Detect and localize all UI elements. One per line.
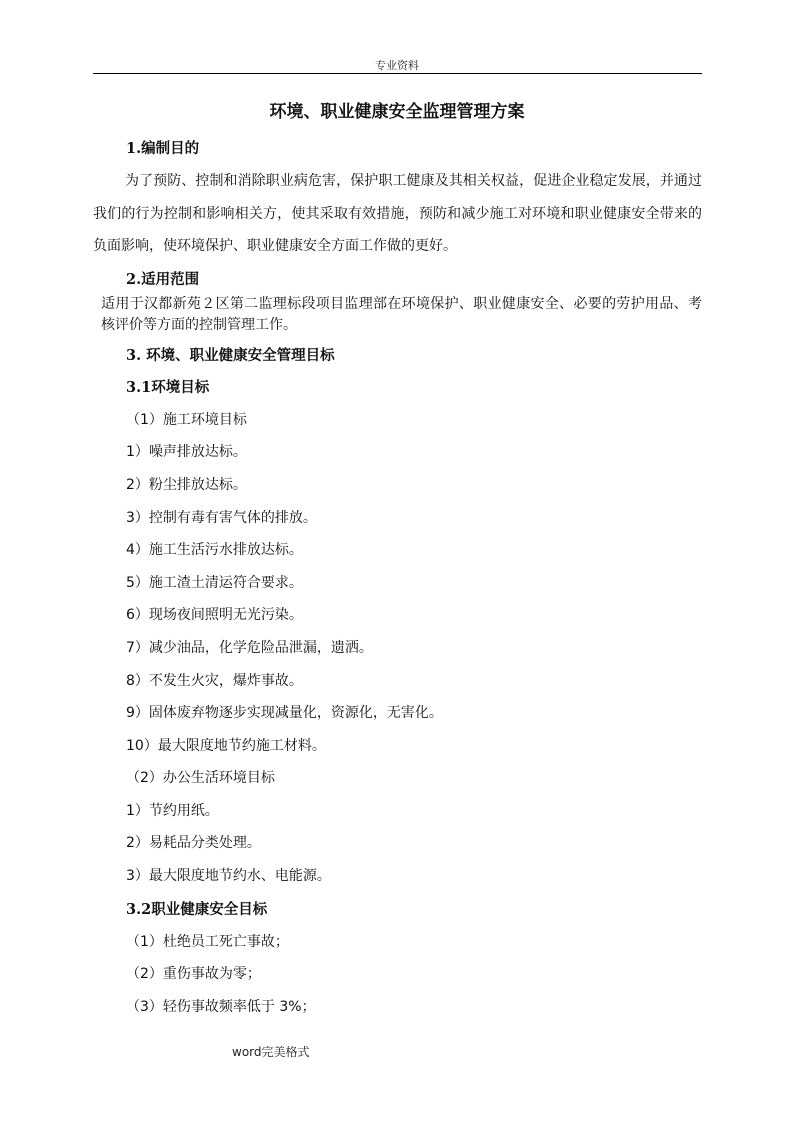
section-scope-heading: 2.适用范围	[126, 271, 200, 288]
section-env-goals-heading: 3.1环境目标	[126, 379, 210, 396]
section-scope-text: 适用于汉都新苑２区第二监理标段项目监理部在环境保护、职业健康安全、必要的劳护用品、考核评价等方面的控制管理工作。	[101, 296, 702, 333]
page-footer-text: word完美格式	[232, 1045, 310, 1059]
list-item: 2）粉尘排放达标。	[126, 477, 247, 493]
list-item: （2）重伤事故为零；	[126, 966, 261, 982]
document-title: 环境、职业健康安全监理管理方案	[269, 102, 525, 122]
list-item: （1）杜绝员工死亡事故；	[126, 934, 289, 950]
list-item: 7）减少油品，化学危险品泄漏，遗洒。	[126, 640, 373, 656]
list-item: 10）最大限度地节约施工材料。	[126, 738, 326, 754]
office-env-heading: （2）办公生活环境目标	[126, 770, 275, 786]
list-item: 4）施工生活污水排放达标。	[126, 542, 303, 558]
section-goals-heading: 3. 环境、职业健康安全管理目标	[126, 347, 335, 364]
list-item: 8）不发生火灾，爆炸事故。	[126, 673, 303, 689]
list-item: 3）最大限度地节约水、电能源。	[126, 868, 331, 884]
section-purpose-text: 为了预防、控制和消除职业病危害，保护职工健康及其相关权益，促进企业稳定发展，并通过我们的行为控制和影响相关方，使其采取有效措施，预防和减少施工对环境和职业健康安全带来的负面影响，使环境保护、职业健康安全方面工作做的更好。	[93, 173, 702, 254]
list-item: 6）现场夜间照明无光污染。	[126, 607, 303, 623]
page-header-text: 专业资料	[375, 59, 419, 72]
list-item: 5）施工渣土清运符合要求。	[126, 575, 303, 591]
header-divider	[93, 73, 702, 74]
list-item: 9）固体废弃物逐步实现减量化，资源化，无害化。	[126, 705, 443, 721]
construction-env-heading: （1）施工环境目标	[126, 412, 247, 428]
section-ohs-goals-heading: 3.2职业健康安全目标	[126, 901, 268, 918]
list-item: 2）易耗品分类处理。	[126, 835, 261, 851]
list-item: 1）节约用纸。	[126, 803, 219, 819]
list-item: 3）控制有毒有害气体的排放。	[126, 510, 317, 526]
section-purpose-heading: 1.编制目的	[126, 140, 200, 157]
list-item: 1）噪声排放达标。	[126, 444, 247, 460]
list-item: （3）轻伤事故频率低于 3%；	[126, 999, 316, 1015]
